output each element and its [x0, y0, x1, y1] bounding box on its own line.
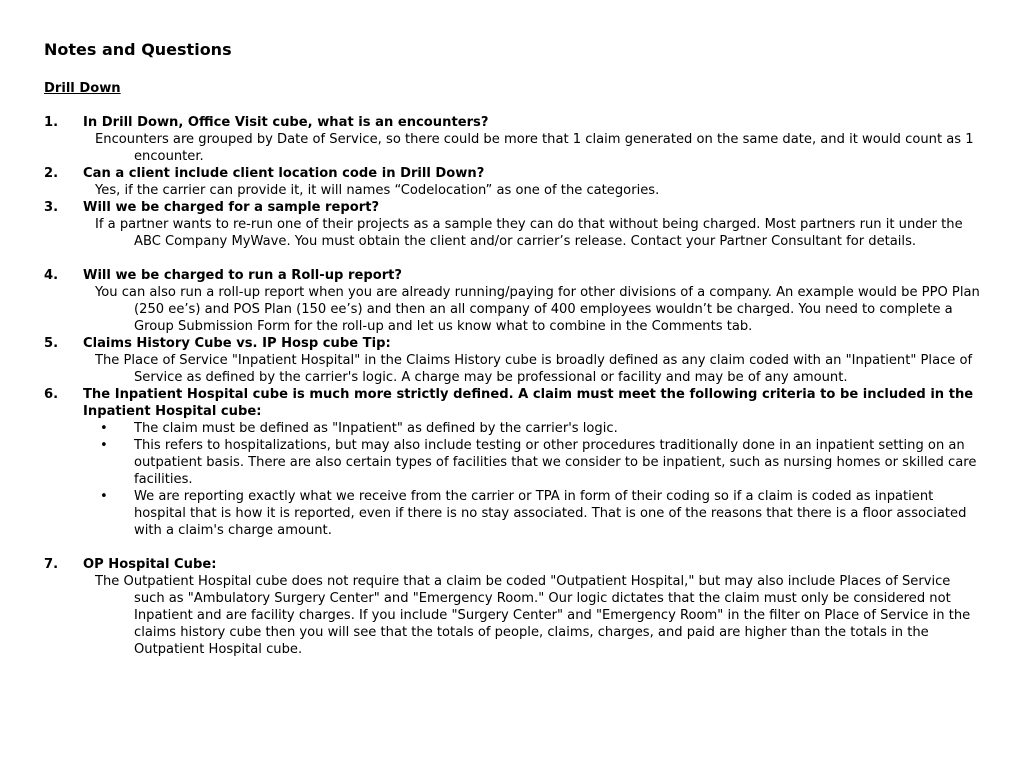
criteria-list [44, 420, 984, 539]
list-item-text: We are reporting exactly what we receive from the carrier or TPA in form of their coding so if a claim is coded as inpatient hospital that is how it is reported, even if there is no stay associated. That is one of the reasons that there is a floor associated with a claim's charge amount. [134, 489, 967, 538]
answer-1: Encounters are grouped by Date of Service, so there could be more that 1 claim generated on the same date, and it would count as 1 encounter. [95, 132, 974, 164]
blank-line [44, 539, 984, 556]
answer-3: If a partner wants to re-run one of their projects as a sample they can do that without being charged. Most partners run it under the ABC Company MyWave. You must obtain the client and/or carrier’s release. Contact your Partner Consultant for details. [95, 217, 963, 249]
answer-7: The Outpatient Hospital cube does not require that a claim be coded "Outpatient Hospital," but may also include Places of Service such as "Ambulatory Surgery Center" and "Emergency Room." Our logic dictates that the claim must only be considered not Inpatient and are facility charges. If you include "Surgery Center" and "Emergency Room" in the filter on Place of Service in the claims history cube then you will see that the totals of people, claims, charges, and paid are higher than the totals in the Outpatient Hospital cube. [95, 574, 971, 657]
question-2 [44, 165, 984, 182]
list-item-text: The claim must be defined as "Inpatient" as defined by the carrier's logic. [134, 421, 618, 436]
question-number: 2. [44, 166, 59, 181]
question-3 [44, 199, 984, 216]
list-item-text: This refers to hospitalizations, but may also include testing or other procedures traditionally done in an inpatient setting on an outpatient basis. There are also certain types of facilities that we consider to be inpatient, such as nursing homes or skilled care facilities. [134, 438, 977, 487]
page-title: Notes and Questions [44, 40, 232, 59]
question-1 [44, 114, 984, 131]
answer-5: The Place of Service "Inpatient Hospital" in the Claims History cube is broadly defined as any claim coded with an "Inpatient" Place of Service as defined by the carrier's logic. A charge may be professional or facility and may be of any amount. [95, 353, 973, 385]
list-item [100, 420, 984, 437]
question-number: 6. [44, 387, 59, 402]
question-number: 7. [44, 557, 59, 572]
section-heading: Drill Down [44, 81, 121, 96]
question-number: 4. [44, 268, 59, 283]
question-number: 3. [44, 200, 59, 215]
question-7 [44, 556, 984, 573]
answer-4: You can also run a roll-up report when you are already running/paying for other divisions of a company. An example would be PPO Plan (250 ee’s) and POS Plan (150 ee’s) and then an all company of 400 employees wouldn’t be charged. You need to complete a Group Submission Form for the roll-up and let us know what to combine in the Comments tab. [95, 285, 980, 334]
question-text: OP Hospital Cube: [83, 557, 217, 572]
question-text: In Drill Down, Office Visit cube, what is an encounters? [83, 115, 489, 130]
bullet-icon: • [100, 421, 108, 436]
question-text: The Inpatient Hospital cube is much more strictly defined. A claim must meet the following criteria to be included in the Inpatient Hospital cube: [83, 387, 974, 419]
question-4 [44, 267, 984, 284]
document-page [44, 40, 984, 658]
bullet-icon: • [100, 438, 108, 453]
blank-line [44, 97, 984, 114]
question-number: 5. [44, 336, 59, 351]
question-6 [44, 386, 984, 420]
question-text: Claims History Cube vs. IP Hosp cube Tip: [83, 336, 391, 351]
question-text: Can a client include client location code in Drill Down? [83, 166, 485, 181]
question-number: 1. [44, 115, 59, 130]
question-text: Will we be charged for a sample report? [83, 200, 380, 215]
list-item [100, 488, 984, 539]
list-item [100, 437, 984, 488]
question-text: Will we be charged to run a Roll-up report? [83, 268, 403, 283]
bullet-icon: • [100, 489, 108, 504]
blank-line [44, 250, 984, 267]
answer-2: Yes, if the carrier can provide it, it will names “Codelocation” as one of the categories. [95, 183, 660, 198]
question-5 [44, 335, 984, 352]
